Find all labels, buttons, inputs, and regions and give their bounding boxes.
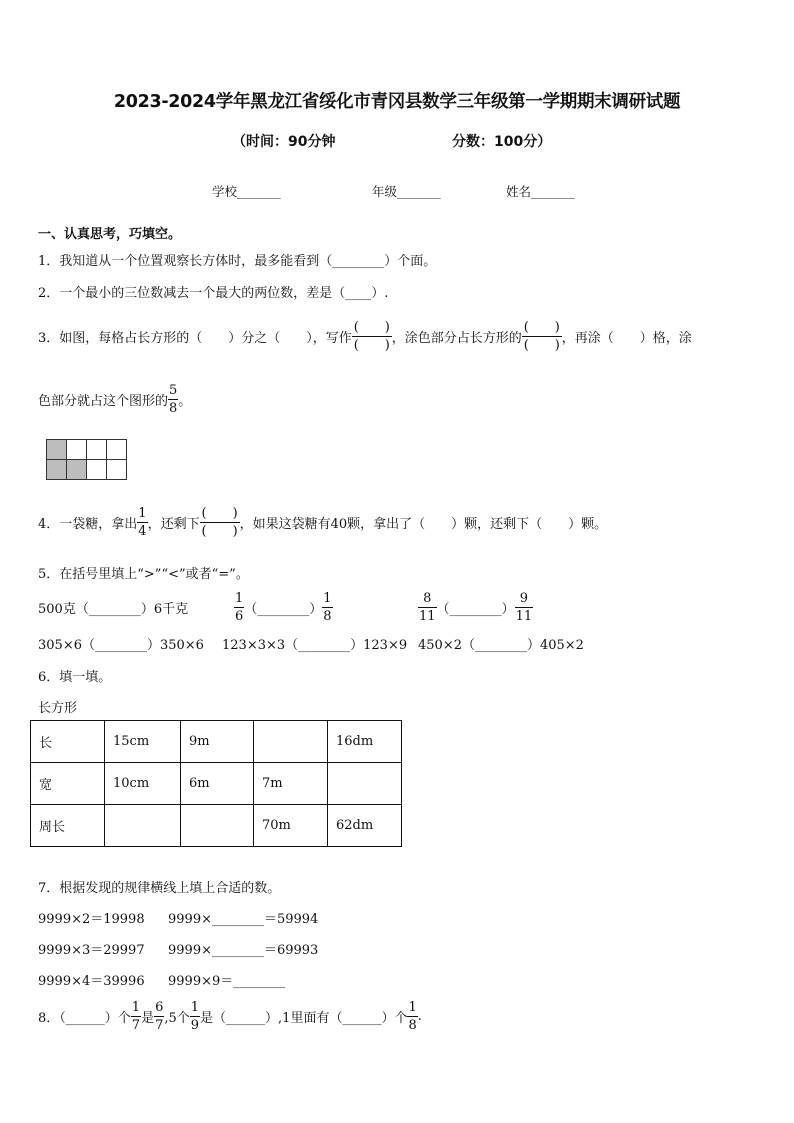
question-1: 1．我知道从一个位置观察长方体时，最多能看到（________）个面。 [38, 254, 437, 269]
q7-line-3: 9999×4＝39996 [38, 974, 145, 989]
table-row [31, 721, 402, 763]
table-cell: 6m [181, 763, 254, 805]
compare-blank: （________） [436, 601, 515, 617]
fraction-numerator: 1 [323, 590, 332, 606]
grid-cell [107, 460, 127, 480]
grid-cell-shaded [47, 440, 67, 460]
fraction-numerator: 5 [169, 382, 178, 398]
q7-fill-2: 9999×________＝69993 [168, 943, 319, 958]
question-5: 5．在括号里填上“>”“<”或者“=”。 [38, 567, 249, 582]
q3-blank-fraction-2 [522, 321, 562, 352]
grid-cell [87, 460, 107, 480]
grid-cell [107, 440, 127, 460]
section-heading: 一、认真思考，巧填空。 [38, 227, 182, 242]
fraction-numerator: 1 [235, 590, 244, 606]
rectangle-grid-figure [46, 439, 127, 480]
question-6: 6．填一填。 [38, 670, 112, 685]
fraction-numerator: 9 [515, 592, 534, 608]
page-title: 2023-2024学年黑龙江省绥化市青冈县数学三年级第一学期期末调研试题 [113, 92, 681, 112]
table-row [31, 805, 402, 847]
q3-text-e: 。 [178, 393, 192, 409]
fraction-numerator: 6 [155, 999, 164, 1015]
fraction-denominator: ( ) [523, 337, 560, 353]
table-cell: 70m [254, 805, 328, 847]
question-7: 7．根据发现的规律横线上填上合适的数。 [38, 881, 281, 896]
table-cell: 9m [181, 721, 254, 763]
q4-blank-fraction [200, 507, 240, 538]
q5-compare-1: 500克（________）6千克 [38, 602, 189, 617]
fraction-denominator: 6 [235, 608, 244, 624]
q3-text-b: ，涂色部分占长方形的 [391, 330, 522, 346]
question-8 [38, 996, 422, 1036]
table-cell[interactable] [181, 805, 254, 847]
fraction-denominator: 4 [138, 523, 147, 539]
table-cell: 7m [254, 763, 328, 805]
fraction-numerator: 1 [408, 999, 417, 1015]
table-cell: 10cm [105, 763, 181, 805]
fraction-numerator: 1 [190, 999, 200, 1015]
fraction-numerator: ( ) [523, 319, 560, 335]
q5-compare-6: 450×2（________）405×2 [418, 638, 584, 653]
question-2: 2．一个最小的三位数减去一个最大的两位数，差是（____）. [38, 286, 389, 301]
q4-text-c: ，如果这袋糖有40颗，拿出了（ ）颗，还剩下（ ）颗。 [239, 516, 608, 532]
grade-field[interactable]: 年级_______ [372, 184, 441, 199]
q5-compare-2 [234, 587, 333, 627]
fraction [407, 1001, 417, 1032]
table-cell: 16dm [328, 721, 402, 763]
q8-text-a: 8．（______）个 [38, 1010, 131, 1026]
fraction [154, 1001, 164, 1032]
exam-time: （时间：90分钟 [232, 134, 336, 150]
q5-compare-5: 123×3×3（________）123×9 [222, 638, 408, 653]
q5-compare-3 [418, 587, 533, 627]
q3-text-c: ，再涂（ ）格，涂 [561, 330, 692, 346]
fraction-numerator: 1 [131, 999, 141, 1015]
table-cell: 长 [31, 721, 105, 763]
table-cell: 15cm [105, 721, 181, 763]
question-3 [38, 316, 692, 356]
q7-line-2: 9999×3＝29997 [38, 943, 145, 958]
table-cell[interactable] [328, 763, 402, 805]
name-field[interactable]: 姓名_______ [506, 184, 575, 199]
fraction-denominator: 8 [408, 1017, 417, 1033]
exam-score: 分数：100分） [452, 134, 552, 150]
table-cell: 周长 [31, 805, 105, 847]
grid-cell-shaded [47, 460, 67, 480]
fraction [418, 592, 437, 623]
table-row [31, 763, 402, 805]
q7-fill-1: 9999×________＝59994 [168, 912, 319, 927]
q7-line-1: 9999×2＝19998 [38, 912, 145, 927]
fraction-denominator: 11 [419, 608, 436, 624]
q8-text-c: ,5个 [164, 1010, 190, 1026]
fraction-numerator: ( ) [201, 505, 238, 521]
q3-fraction-five-eighths [168, 384, 178, 415]
school-field[interactable]: 学校_______ [212, 184, 281, 199]
fraction-denominator: ( ) [353, 337, 390, 353]
fraction [131, 1001, 141, 1032]
fraction-denominator: ( ) [201, 523, 238, 539]
fraction-numerator: 8 [418, 592, 437, 608]
q8-text-e: . [417, 1008, 422, 1024]
fraction [322, 592, 332, 623]
fraction-denominator: 8 [169, 400, 178, 416]
q8-text-d: 是（______）,1里面有（______）个 [200, 1010, 408, 1026]
table-cell: 62dm [328, 805, 402, 847]
q3-blank-fraction [352, 321, 392, 352]
fraction-denominator: 8 [323, 608, 332, 624]
q4-text-b: ，还剩下 [147, 516, 200, 532]
fraction-numerator: ( ) [353, 319, 390, 335]
table-cell[interactable] [254, 721, 328, 763]
table-cell[interactable] [105, 805, 181, 847]
compare-blank: （________） [244, 601, 323, 617]
q8-text-b: 是 [141, 1010, 155, 1026]
q4-fraction-one-quarter [137, 507, 147, 538]
fraction-denominator: 11 [515, 608, 533, 624]
q3-text-a: 3．如图，每格占长方形的（ ）分之（ ），写作 [38, 330, 352, 346]
fraction-denominator: 7 [155, 1017, 164, 1033]
table-caption: 长方形 [38, 701, 78, 716]
grid-cell [87, 440, 107, 460]
fraction-numerator: 1 [138, 505, 147, 521]
fraction-denominator: 9 [190, 1017, 200, 1033]
q7-fill-3: 9999×9＝________ [168, 974, 286, 989]
grid-cell-shaded [67, 460, 87, 480]
grid-cell [67, 440, 87, 460]
question-4 [38, 502, 607, 542]
fraction [515, 592, 534, 623]
table-cell: 宽 [31, 763, 105, 805]
rectangle-table [30, 720, 402, 847]
q3-text-d: 色部分就占这个图形的 [38, 393, 169, 409]
question-3-continued [38, 379, 191, 419]
q5-compare-4: 305×6（________）350×6 [38, 638, 204, 653]
fraction-denominator: 7 [131, 1017, 141, 1033]
q4-text-a: 4．一袋糖，拿出 [38, 516, 138, 532]
fraction [234, 592, 244, 623]
fraction [190, 1001, 200, 1032]
